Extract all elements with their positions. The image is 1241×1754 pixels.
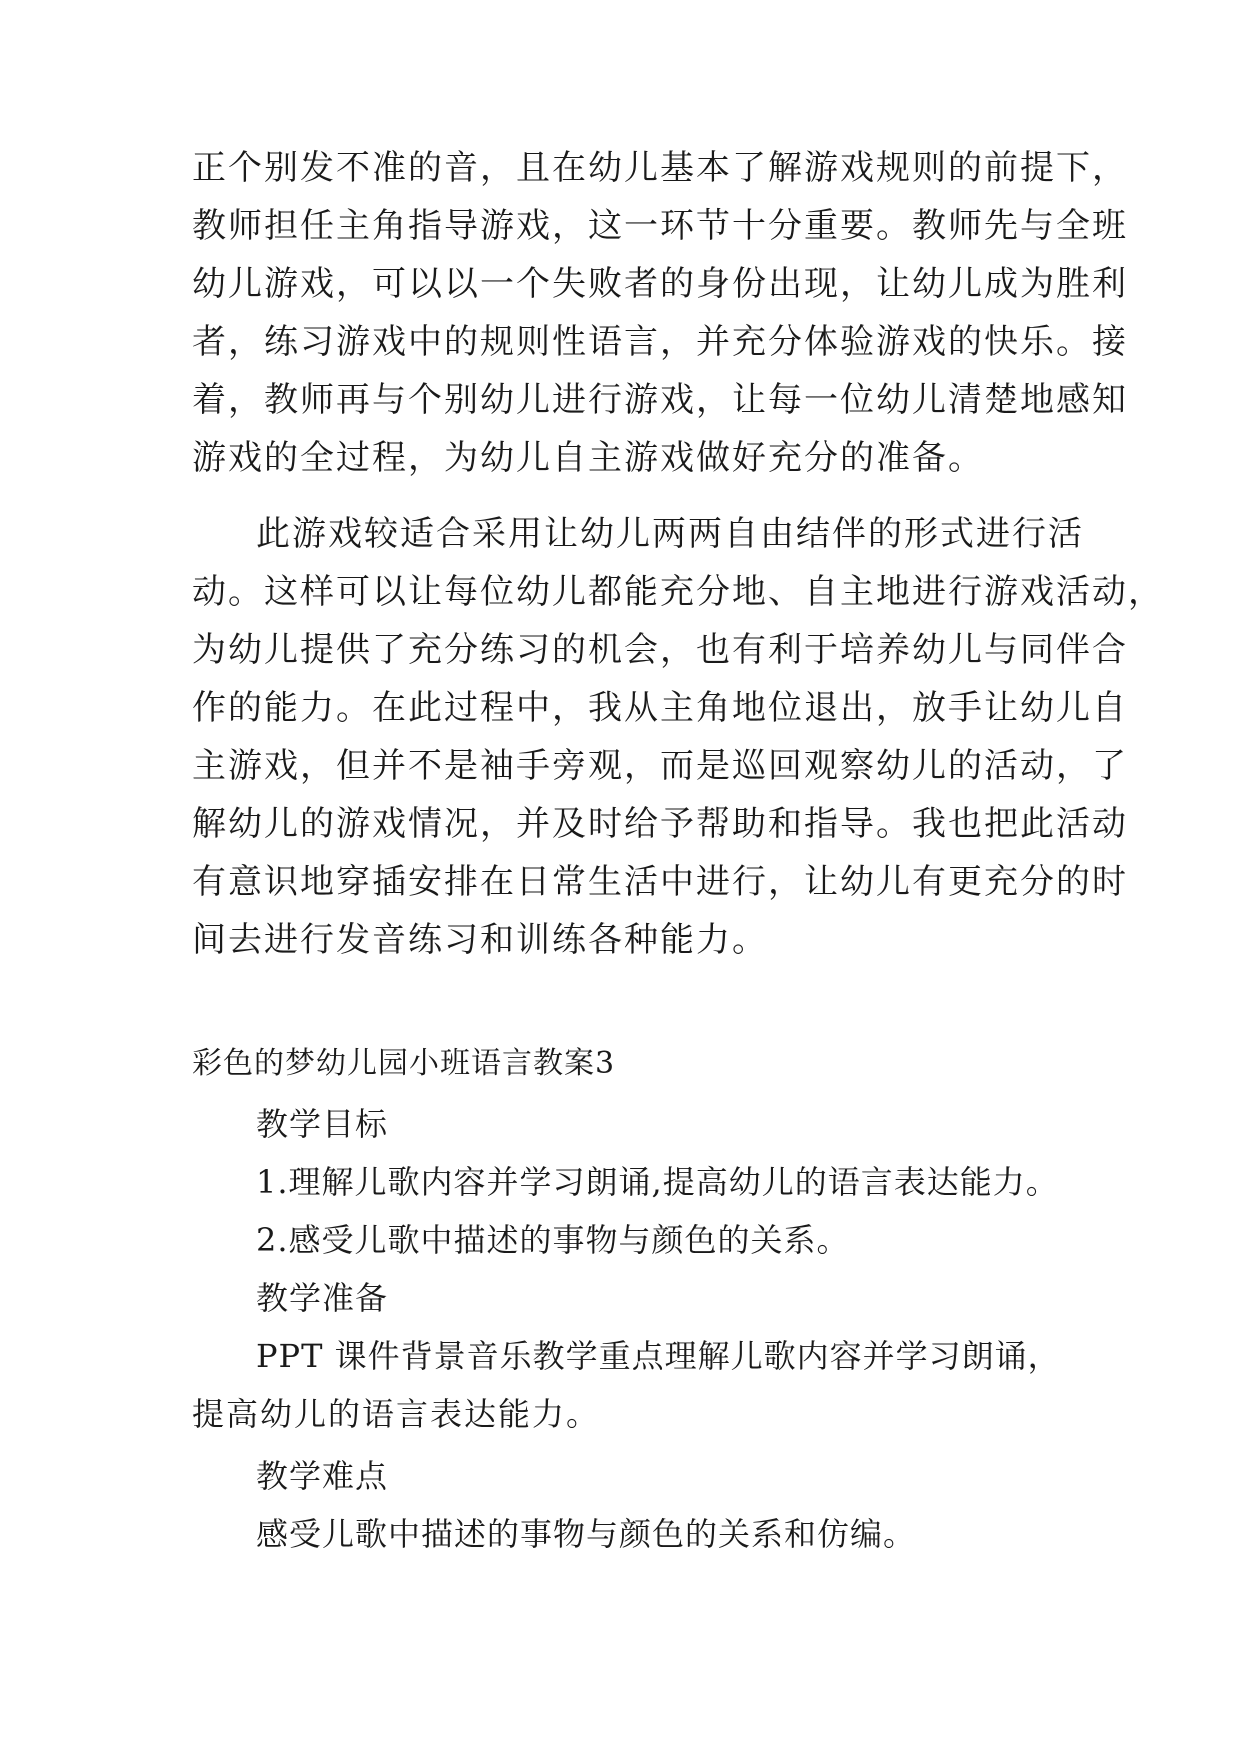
paragraph-2-line: 有意识地穿插安排在日常生活中进行，让幼儿有更充分的时 [192, 862, 1128, 902]
goal-heading: 教学目标 [256, 1105, 389, 1143]
paragraph-2-line: 动。这样可以让每位幼儿都能充分地、自主地进行游戏活动， [192, 572, 1164, 612]
goal-item-1: 1.理解儿歌内容并学习朗诵,提高幼儿的语言表达能力。 [256, 1163, 1059, 1201]
section-title: 彩色的梦幼儿园小班语言教案3 [192, 1046, 616, 1081]
paragraph-1-line: 正个别发不准的音，且在幼儿基本了解游戏规则的前提下， [192, 148, 1128, 188]
lesson-section [192, 1035, 1072, 1563]
paragraph-1-line: 游戏的全过程，为幼儿自主游戏做好充分的准备。 [192, 438, 984, 478]
difficulty-heading: 教学难点 [256, 1457, 389, 1495]
paragraph-2-line: 此游戏较适合采用让幼儿两两自由结伴的形式进行活 [256, 514, 1084, 554]
paragraph-2 [192, 505, 1164, 969]
paragraph-2-line: 为幼儿提供了充分练习的机会，也有利于培养幼儿与同伴合 [192, 630, 1128, 670]
paragraph-2-line: 间去进行发音练习和训练各种能力。 [192, 920, 768, 960]
paragraph-1-line: 幼儿游戏，可以以一个失败者的身份出现，让幼儿成为胜利 [192, 264, 1128, 304]
prep-heading: 教学准备 [256, 1279, 389, 1317]
paragraph-1-line: 者，练习游戏中的规则性语言，并充分体验游戏的快乐。接 [192, 322, 1128, 362]
paragraph-2-line: 主游戏，但并不是袖手旁观，而是巡回观察幼儿的活动，了 [192, 746, 1128, 786]
paragraph-1-line: 教师担任主角指导游戏，这一环节十分重要。教师先与全班 [192, 206, 1128, 246]
difficulty-text: 感受儿歌中描述的事物与颜色的关系和仿编。 [256, 1515, 917, 1553]
goal-item-2: 2.感受儿歌中描述的事物与颜色的关系。 [256, 1221, 850, 1259]
paragraph-2-line: 解幼儿的游戏情况，并及时给予帮助和指导。我也把此活动 [192, 804, 1128, 844]
paragraph-2-line: 作的能力。在此过程中，我从主角地位退出，放手让幼儿自 [192, 688, 1128, 728]
prep-text-line-1: PPT 课件背景音乐教学重点理解儿歌内容并学习朗诵， [256, 1337, 1061, 1375]
prep-text-line-2: 提高幼儿的语言表达能力。 [192, 1395, 601, 1433]
paragraph-1 [192, 139, 1128, 487]
paragraph-1-line: 着，教师再与个别幼儿进行游戏，让每一位幼儿清楚地感知 [192, 380, 1128, 420]
